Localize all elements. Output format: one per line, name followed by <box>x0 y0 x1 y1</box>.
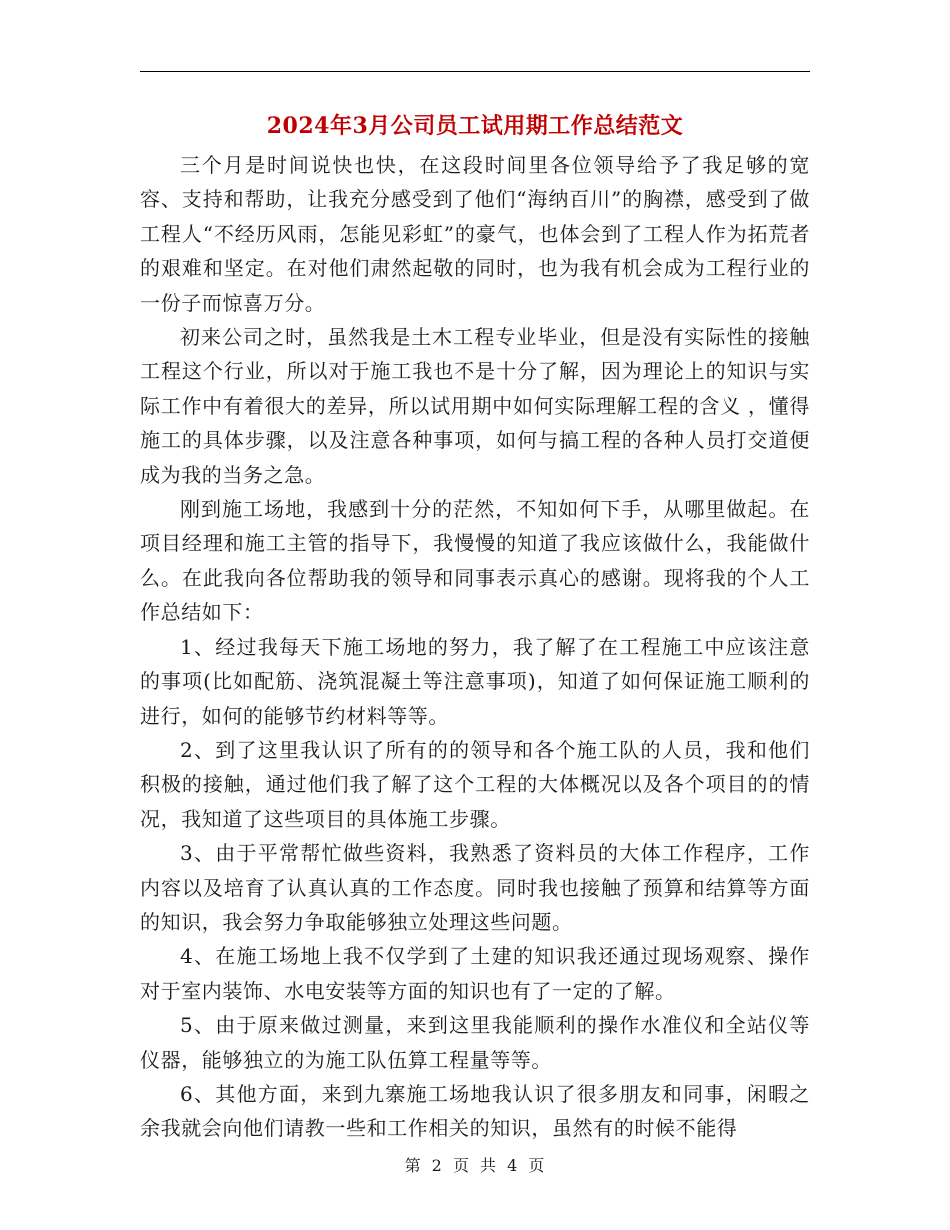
page-number: 第 2 页 共 4 页 <box>404 1156 546 1175</box>
paragraph: 2、到了这里我认识了所有的的领导和各个施工队的人员，我和他们积极的接触，通过他们我了解了这个工程的大体概况以及各个项目的的情况，我知道了这些项目的具体施工步骤。 <box>140 737 810 831</box>
document-body <box>140 148 810 1146</box>
paragraph: 4、在施工场地上我不仅学到了土建的知识我还通过现场观察、操作对于室内装饰、水电安装等方面的知识也有了一定的了解。 <box>140 944 810 1003</box>
paragraph: 3、由于平常帮忙做些资料，我熟悉了资料员的大体工作程序，工作内容以及培育了认真认真的工作态度。同时我也接触了预算和结算等方面的知识，我会努力争取能够独立处理这些问题。 <box>140 841 810 934</box>
document-title: 2024年3月公司员工试用期工作总结范文 <box>266 113 684 139</box>
paragraph: 5、由于原来做过测量，来到这里我能顺利的操作水准仪和全站仪等仪器，能够独立的为施工队伍算工程量等等。 <box>140 1013 810 1072</box>
paragraph: 三个月是时间说快也快，在这段时间里各位领导给予了我足够的宽容、支持和帮助，让我充分感受到了他们“海纳百川”的胸襟，感受到了做工程人“不经历风雨，怎能见彩虹”的豪气，也体会到了工程人作为拓荒者的艰难和坚定。在对他们肃然起敬的同时，也为我有机会成为工程行业的一份子而惊喜万分。 <box>140 153 810 315</box>
paragraph: 刚到施工场地，我感到十分的茫然，不知如何下手，从哪里做起。在项目经理和施工主管的指导下，我慢慢的知道了我应该做什么，我能做什么。在此我向各位帮助我的领导和同事表示真心的感谢。现将我的个人工作总结如下： <box>140 497 810 625</box>
header-rule <box>140 71 810 72</box>
paragraph: 6、其他方面，来到九寨施工场地我认识了很多朋友和同事，闲暇之余我就会向他们请教一些和工作相关的知识，虽然有的时候不能得 <box>140 1081 810 1141</box>
paragraph: 1、经过我每天下施工场地的努力，我了解了在工程施工中应该注意的事项(比如配筋、浇筑混凝土等注意事项)，知道了如何保证施工顺利的进行，如何的能够节约材料等等。 <box>140 634 810 728</box>
paragraph: 初来公司之时，虽然我是土木工程专业毕业，但是没有实际性的接触工程这个行业，所以对于施工我也不是十分了解，因为理论上的知识与实际工作中有着很大的差异，所以试用期中如何实际理解工程的含义 ，懂得施工的具体步骤，以及注意各种事项，如何与搞工程的各种人员打交道便成为我的当务之急。 <box>140 325 810 487</box>
